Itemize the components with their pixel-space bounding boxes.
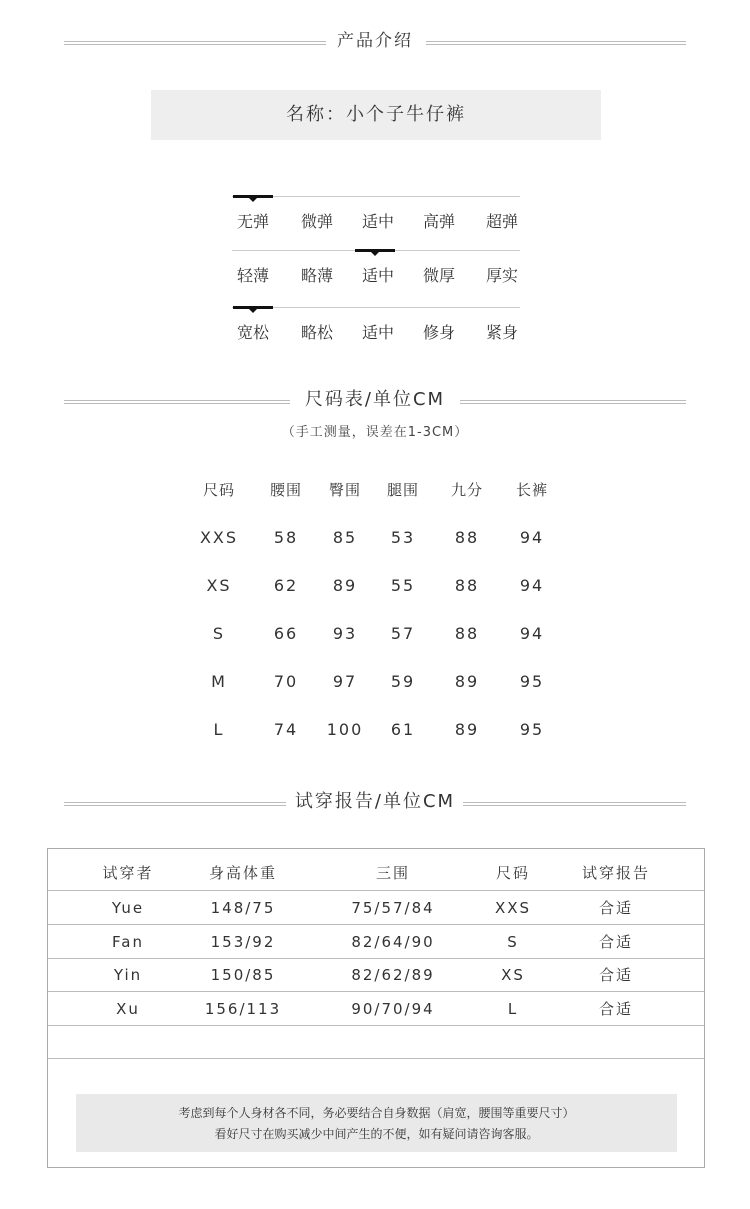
size-header-cell: 长裤 [515, 481, 548, 499]
attr-option: 适中 [361, 212, 394, 231]
product-name: 名称：小个子牛仔裤 [286, 104, 466, 125]
report-cell: XS [501, 966, 525, 984]
report-cell: 合适 [598, 932, 633, 951]
attr-option: 紧身 [485, 323, 518, 342]
fit-report-title [0, 790, 750, 814]
size-chart-subtitle: （手工测量，误差在1-3CM） [281, 425, 469, 440]
size-cell: 55 [390, 576, 416, 595]
attr-option: 微弹 [300, 212, 333, 231]
header-cell: 三围 [375, 864, 410, 882]
size-cell: 95 [519, 672, 545, 691]
selected-marker [233, 195, 273, 198]
report-row [48, 958, 704, 992]
report-header-row [48, 855, 704, 891]
report-row [48, 891, 704, 925]
size-cell: 66 [273, 624, 299, 643]
report-cell: 156/113 [204, 999, 282, 1018]
size-cell: XS [206, 576, 232, 595]
size-cell: M [211, 672, 227, 691]
size-cell: XXS [199, 528, 239, 547]
size-cell: 100 [326, 720, 364, 739]
header-cell: 身高体重 [208, 864, 277, 882]
selected-marker [355, 249, 395, 252]
size-cell: 89 [454, 720, 480, 739]
size-cell: S [212, 624, 226, 643]
size-cell: 97 [332, 672, 358, 691]
size-header-cell: 九分 [450, 481, 483, 499]
attr-row-elasticity [232, 196, 520, 248]
report-cell: 90/70/94 [351, 999, 435, 1018]
report-cell: 75/57/84 [351, 899, 435, 917]
report-cell: Yin [113, 966, 143, 984]
size-cell: 95 [519, 720, 545, 739]
attr-option: 超弹 [485, 212, 518, 231]
attr-option: 无弹 [236, 212, 269, 231]
size-cell: 88 [454, 528, 480, 547]
report-cell: 合适 [598, 999, 633, 1018]
attr-option: 适中 [361, 266, 394, 285]
selected-marker [233, 306, 273, 309]
size-cell: 62 [273, 576, 299, 595]
note-line-1: 考虑到每个人身材各不同，务必要结合自身数据（肩宽，腰围等重要尺寸） [178, 1106, 575, 1120]
attr-row-fit [232, 307, 520, 359]
size-cell: 70 [273, 672, 299, 691]
divider-right [460, 400, 686, 404]
size-cell: 58 [273, 528, 299, 547]
attr-option: 轻薄 [236, 266, 269, 285]
divider-right [462, 802, 686, 806]
attr-option: 宽松 [236, 323, 269, 342]
size-chart-heading: 尺码表/单位CM [297, 388, 453, 412]
size-cell: 88 [454, 576, 480, 595]
divider-left [64, 400, 290, 404]
attr-row-thickness [232, 250, 520, 302]
attr-option: 略松 [300, 323, 333, 342]
size-cell: 94 [519, 624, 545, 643]
fit-report-heading: 试穿报告/单位CM [287, 790, 463, 814]
report-cell: 合适 [598, 899, 633, 917]
size-cell: 61 [390, 720, 416, 739]
size-chart-title [0, 388, 750, 412]
size-cell: 94 [519, 576, 545, 595]
attr-option: 修身 [422, 323, 455, 342]
attr-option: 厚实 [485, 266, 518, 285]
size-cell: 53 [390, 528, 416, 547]
report-cell: L [507, 999, 519, 1018]
size-cell: 89 [332, 576, 358, 595]
report-row [48, 925, 704, 959]
size-header-cell: 腰围 [269, 481, 302, 499]
size-cell: 88 [454, 624, 480, 643]
size-cell: 74 [273, 720, 299, 739]
attr-option: 适中 [361, 323, 394, 342]
size-header-cell: 臀围 [328, 481, 361, 499]
attr-option: 高弹 [422, 212, 455, 231]
size-header-cell: 腿围 [386, 481, 419, 499]
attr-option: 略薄 [300, 266, 333, 285]
size-header-cell: 尺码 [202, 481, 235, 499]
report-cell: XXS [494, 899, 532, 917]
report-cell: 148/75 [210, 899, 276, 917]
intro-section-title [0, 30, 750, 52]
report-cell: 合适 [598, 966, 633, 984]
empty-row [48, 1025, 704, 1059]
product-name-box [151, 90, 601, 140]
report-cell: S [507, 932, 519, 951]
size-cell: 93 [332, 624, 358, 643]
size-cell: 94 [519, 528, 545, 547]
report-cell: 150/85 [210, 966, 276, 984]
header-cell: 尺码 [495, 864, 530, 882]
divider-right [426, 41, 686, 45]
size-cell: 59 [390, 672, 416, 691]
attr-option: 微厚 [422, 266, 455, 285]
header-cell: 试穿者 [102, 864, 154, 882]
report-cell: 82/62/89 [351, 966, 435, 984]
report-cell: 82/64/90 [351, 932, 435, 951]
report-cell: 153/92 [210, 932, 276, 951]
report-cell: Yue [111, 899, 145, 917]
size-cell: 57 [390, 624, 416, 643]
size-cell: L [213, 720, 225, 739]
size-cell: 89 [454, 672, 480, 691]
header-cell: 试穿报告 [581, 864, 650, 882]
report-cell: Fan [112, 932, 144, 951]
intro-title: 产品介绍 [329, 30, 421, 52]
size-cell: 85 [332, 528, 358, 547]
divider-left [64, 41, 326, 45]
note-line-2: 看好尺寸在购买减少中间产生的不便，如有疑问请咨询客服。 [214, 1127, 539, 1141]
report-row [48, 992, 704, 1026]
report-cell: Xu [116, 999, 140, 1018]
fit-note-box [76, 1094, 677, 1152]
divider-left [64, 802, 286, 806]
